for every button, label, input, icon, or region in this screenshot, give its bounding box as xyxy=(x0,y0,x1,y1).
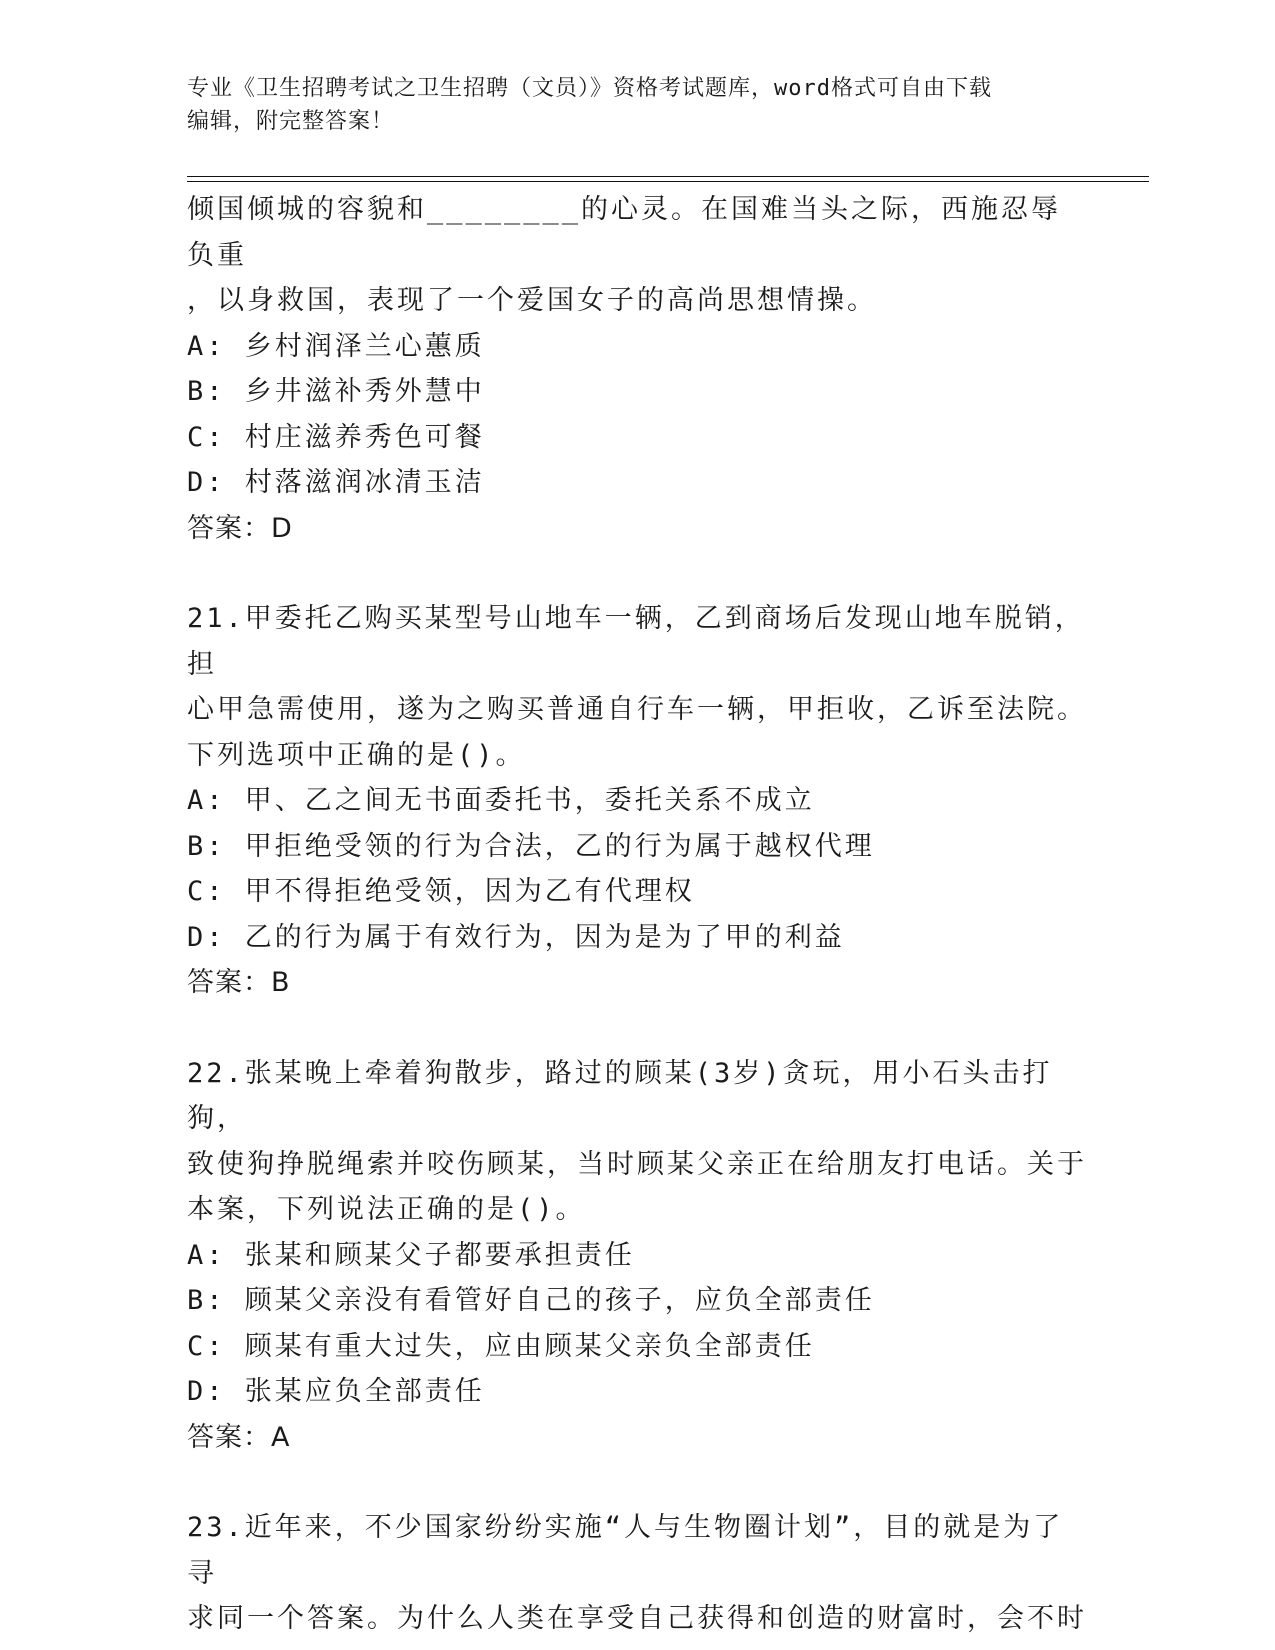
option-b: B: 顾某父亲没有看管好自己的孩子，应负全部责任 xyxy=(187,1285,875,1316)
option-b: B: 乡井滋补秀外慧中 xyxy=(187,376,485,407)
question-text-line: 致使狗挣脱绳索并咬伤顾某，当时顾某父亲正在给朋友打电话。关于 xyxy=(187,1148,1087,1180)
question-text-line: 求同一个答案。为什么人类在享受自己获得和创造的财富时，会不时 xyxy=(187,1603,1087,1634)
option-a: A: 张某和顾某父子都要承担责任 xyxy=(187,1239,635,1271)
question-20 xyxy=(187,187,1087,551)
option-c: C: 村庄滋养秀色可餐 xyxy=(187,421,485,453)
question-text-line: 倾国倾城的容貌和________的心灵。在国难当头之际，西施忍辱负重 xyxy=(187,194,1062,271)
question-text-line: ，以身救国，表现了一个爱国女子的高尚思想情操。 xyxy=(187,285,877,316)
document-header xyxy=(187,72,1087,138)
question-text-line: 23.近年来，不少国家纷纷实施“人与生物圈计划”，目的就是为了寻 xyxy=(187,1512,1064,1589)
option-d: D: 张某应负全部责任 xyxy=(187,1376,485,1407)
option-d: D: 乙的行为属于有效行为，因为是为了甲的利益 xyxy=(187,921,845,953)
question-content xyxy=(187,187,1087,1642)
question-text-line: 本案，下列说法正确的是()。 xyxy=(187,1194,586,1225)
header-line-1: 专业《卫生招聘考试之卫生招聘（文员）》资格考试题库，word格式可自由下载 xyxy=(187,76,992,101)
option-b: B: 甲拒绝受领的行为合法，乙的行为属于越权代理 xyxy=(187,830,875,862)
question-text-line: 22.张某晚上牵着狗散步，路过的顾某(3岁)贪玩，用小石头击打狗， xyxy=(187,1057,1053,1134)
question-21 xyxy=(187,596,1087,1006)
question-23 xyxy=(187,1505,1087,1642)
question-text-line: 心甲急需使用，遂为之购买普通自行车一辆，甲拒收，乙诉至法院。 xyxy=(187,694,1087,725)
option-c: C: 甲不得拒绝受领，因为乙有代理权 xyxy=(187,876,695,907)
option-a: A: 乡村润泽兰心蕙质 xyxy=(187,330,485,362)
answer: 答案：D xyxy=(187,512,293,544)
option-a: A: 甲、乙之间无书面委托书，委托关系不成立 xyxy=(187,785,815,816)
question-text-line: 下列选项中正确的是()。 xyxy=(187,739,526,771)
option-c: C: 顾某有重大过失，应由顾某父亲负全部责任 xyxy=(187,1330,815,1362)
answer: 答案：B xyxy=(187,967,291,998)
question-22 xyxy=(187,1051,1087,1461)
question-text-line: 21.甲委托乙购买某型号山地车一辆，乙到商场后发现山地车脱销，担 xyxy=(187,603,1085,680)
header-divider-top xyxy=(187,176,1149,177)
header-line-2: 编辑，附完整答案！ xyxy=(187,109,395,134)
answer: 答案：A xyxy=(187,1421,291,1453)
option-d: D: 村落滋润冰清玉洁 xyxy=(187,467,485,498)
header-divider-bottom xyxy=(187,181,1149,182)
